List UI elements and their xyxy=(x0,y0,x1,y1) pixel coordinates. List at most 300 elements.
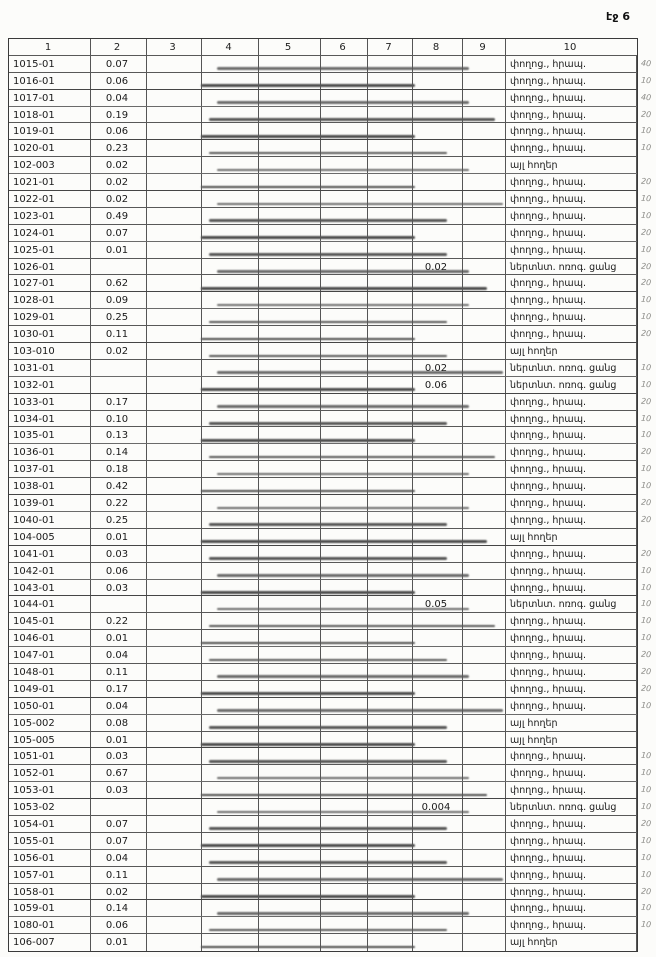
cell-empty xyxy=(463,495,506,511)
cell-empty xyxy=(147,596,202,612)
cell-empty xyxy=(368,613,413,629)
cell-empty xyxy=(147,647,202,663)
cell-irrigation-area: 0.02 xyxy=(413,360,463,376)
cell-empty xyxy=(321,208,368,224)
cell-empty xyxy=(463,867,506,883)
margin-pencil-mark: 20 xyxy=(640,328,652,339)
cell-empty xyxy=(147,884,202,900)
margin-pencil-mark: 10 xyxy=(640,193,652,204)
cell-empty xyxy=(368,292,413,308)
cell-empty xyxy=(259,512,321,528)
cell-parcel-code: 1041-01 xyxy=(9,546,91,562)
cell-area-value: 0.06 xyxy=(91,917,147,933)
cell-empty xyxy=(202,698,259,714)
table-row xyxy=(9,900,652,917)
cell-parcel-code: 1043-01 xyxy=(9,580,91,596)
cell-empty xyxy=(259,292,321,308)
table-row xyxy=(9,309,652,326)
cell-area-value: 0.25 xyxy=(91,309,147,325)
margin-pencil-mark: 20 xyxy=(640,109,652,119)
margin-pencil-mark: 20 xyxy=(640,278,652,288)
cell-empty xyxy=(368,157,413,173)
cell-empty xyxy=(368,799,413,815)
header-cell: 4 xyxy=(202,39,259,55)
cell-empty xyxy=(202,191,259,207)
cell-empty xyxy=(463,698,506,714)
cell-empty xyxy=(202,867,259,883)
cell-empty xyxy=(463,799,506,815)
cell-empty xyxy=(368,917,413,933)
cell-parcel-code: 1054-01 xyxy=(9,816,91,832)
cell-empty xyxy=(463,816,506,832)
cell-empty xyxy=(321,647,368,663)
cell-empty xyxy=(202,90,259,106)
cell-land-type: փողոց., հրապ. xyxy=(506,495,637,511)
cell-empty xyxy=(259,529,321,545)
margin-pencil-mark: 10 xyxy=(640,801,652,812)
cell-land-type: այլ հողեր xyxy=(506,343,637,359)
cell-empty xyxy=(463,461,506,477)
cell-land-type: փողոց., հրապ. xyxy=(506,546,637,562)
cell-empty xyxy=(463,748,506,764)
cell-area-value xyxy=(91,596,147,612)
cell-empty xyxy=(368,343,413,359)
cell-empty xyxy=(202,56,259,72)
table-row xyxy=(9,56,652,73)
cell-area-value: 0.07 xyxy=(91,833,147,849)
cell-empty xyxy=(463,174,506,190)
header-cell: 3 xyxy=(147,39,202,55)
cell-empty xyxy=(321,292,368,308)
cell-empty xyxy=(463,529,506,545)
table-row xyxy=(9,275,652,292)
margin-pencil-mark: 20 xyxy=(640,227,652,238)
cell-irrigation-area xyxy=(413,833,463,849)
cell-empty xyxy=(202,630,259,646)
cell-empty xyxy=(321,850,368,866)
cell-area-value: 0.25 xyxy=(91,512,147,528)
cell-empty xyxy=(368,478,413,494)
cell-irrigation-area xyxy=(413,309,463,325)
cell-empty xyxy=(321,275,368,291)
cell-land-type: փողոց., հրապ. xyxy=(506,917,637,933)
cell-area-value: 0.07 xyxy=(91,816,147,832)
cell-empty xyxy=(463,681,506,697)
margin-pencil-mark: 10 xyxy=(640,480,652,491)
margin-pencil-mark: 10 xyxy=(640,413,652,423)
cell-empty xyxy=(321,107,368,123)
cell-empty xyxy=(259,546,321,562)
cell-irrigation-area xyxy=(413,157,463,173)
cell-empty xyxy=(202,647,259,663)
cell-area-value: 0.02 xyxy=(91,343,147,359)
cell-empty xyxy=(259,850,321,866)
cell-empty xyxy=(368,529,413,545)
cell-empty xyxy=(463,732,506,748)
cell-empty xyxy=(202,326,259,342)
cell-empty xyxy=(321,225,368,241)
cell-area-value: 0.17 xyxy=(91,681,147,697)
cell-empty xyxy=(321,917,368,933)
cell-empty xyxy=(321,411,368,427)
header-cell: 8 xyxy=(413,39,463,55)
cell-parcel-code: 1024-01 xyxy=(9,225,91,241)
cell-empty xyxy=(259,73,321,89)
cell-empty xyxy=(463,140,506,156)
cell-empty xyxy=(368,900,413,916)
cell-parcel-code: 1057-01 xyxy=(9,867,91,883)
cell-empty xyxy=(202,934,259,951)
margin-pencil-mark: 10 xyxy=(640,210,652,221)
table-row xyxy=(9,107,652,124)
table-row xyxy=(9,664,652,681)
cell-empty xyxy=(321,360,368,376)
cell-irrigation-area xyxy=(413,191,463,207)
cell-empty xyxy=(147,478,202,494)
cell-area-value: 0.67 xyxy=(91,765,147,781)
cell-empty xyxy=(202,563,259,579)
cell-empty xyxy=(259,225,321,241)
cell-area-value: 0.14 xyxy=(91,900,147,916)
table-row xyxy=(9,732,637,749)
cell-land-type: փողոց., հրապ. xyxy=(506,884,637,900)
cell-empty xyxy=(463,884,506,900)
cell-empty xyxy=(463,782,506,798)
cell-empty xyxy=(259,242,321,258)
cell-land-type: փողոց., հրապ. xyxy=(506,698,637,714)
table-row xyxy=(9,681,652,698)
cell-empty xyxy=(368,715,413,731)
cell-empty xyxy=(147,360,202,376)
cell-empty xyxy=(202,208,259,224)
cell-empty xyxy=(147,461,202,477)
cell-parcel-code: 1030-01 xyxy=(9,326,91,342)
cell-parcel-code: 1039-01 xyxy=(9,495,91,511)
cell-empty xyxy=(202,613,259,629)
cell-empty xyxy=(463,563,506,579)
margin-pencil-mark: 10 xyxy=(640,903,652,913)
cell-empty xyxy=(463,242,506,258)
cell-parcel-code: 1080-01 xyxy=(9,917,91,933)
cell-area-value: 0.02 xyxy=(91,157,147,173)
cell-empty xyxy=(368,833,413,849)
cell-empty xyxy=(463,377,506,393)
cell-empty xyxy=(202,884,259,900)
cell-empty xyxy=(368,275,413,291)
cell-empty xyxy=(321,748,368,764)
cell-parcel-code: 1019-01 xyxy=(9,123,91,139)
table-row xyxy=(9,850,652,867)
cell-empty xyxy=(321,377,368,393)
cell-area-value: 0.42 xyxy=(91,478,147,494)
cell-land-type: փողոց., հրապ. xyxy=(506,292,637,308)
cell-area-value: 0.04 xyxy=(91,698,147,714)
cell-empty xyxy=(463,90,506,106)
table-row xyxy=(9,326,652,343)
cell-empty xyxy=(463,900,506,916)
cell-land-type: փողոց., հրապ. xyxy=(506,394,637,410)
cell-empty xyxy=(147,900,202,916)
cell-area-value xyxy=(91,799,147,815)
margin-pencil-mark: 10 xyxy=(640,700,652,711)
cell-empty xyxy=(463,191,506,207)
cell-irrigation-area xyxy=(413,664,463,680)
cell-empty xyxy=(463,580,506,596)
table-row xyxy=(9,529,637,546)
cell-land-type: ներտնտ. ոռոգ. ցանց xyxy=(506,259,637,275)
cell-empty xyxy=(259,698,321,714)
margin-pencil-mark: 20 xyxy=(640,497,652,508)
cell-irrigation-area xyxy=(413,90,463,106)
table-row xyxy=(9,292,652,309)
cell-irrigation-area xyxy=(413,225,463,241)
cell-area-value: 0.03 xyxy=(91,748,147,764)
cell-empty xyxy=(202,799,259,815)
table-row xyxy=(9,917,652,934)
table-row xyxy=(9,495,652,512)
cell-empty xyxy=(147,934,202,951)
table-row xyxy=(9,140,652,157)
margin-pencil-mark: 40 xyxy=(640,92,652,103)
cell-parcel-code: 1055-01 xyxy=(9,833,91,849)
cell-empty xyxy=(259,427,321,443)
margin-pencil-mark: 20 xyxy=(640,261,652,271)
cell-area-value: 0.03 xyxy=(91,580,147,596)
margin-pencil-mark: 10 xyxy=(640,919,652,930)
cell-empty xyxy=(202,242,259,258)
cell-empty xyxy=(368,884,413,900)
cell-empty xyxy=(368,73,413,89)
cell-empty xyxy=(463,917,506,933)
cell-empty xyxy=(321,715,368,731)
cell-parcel-code: 1032-01 xyxy=(9,377,91,393)
cell-irrigation-area xyxy=(413,411,463,427)
table-row xyxy=(9,715,637,732)
cell-parcel-code: 1044-01 xyxy=(9,596,91,612)
cell-area-value: 0.04 xyxy=(91,850,147,866)
cell-empty xyxy=(147,427,202,443)
cell-empty xyxy=(368,242,413,258)
margin-pencil-mark: 10 xyxy=(640,362,652,373)
cell-area-value xyxy=(91,259,147,275)
cell-land-type: փողոց., հրապ. xyxy=(506,140,637,156)
cell-empty xyxy=(202,900,259,916)
cell-empty xyxy=(202,309,259,325)
cell-empty xyxy=(321,326,368,342)
cell-parcel-code: 1015-01 xyxy=(9,56,91,72)
cell-empty xyxy=(321,309,368,325)
cell-parcel-code: 1018-01 xyxy=(9,107,91,123)
cell-empty xyxy=(147,107,202,123)
header-cell: 10 xyxy=(563,42,577,53)
table-row xyxy=(9,833,652,850)
cell-empty xyxy=(147,495,202,511)
cell-parcel-code: 104-005 xyxy=(9,529,91,545)
cell-empty xyxy=(202,715,259,731)
cell-area-value: 0.62 xyxy=(91,275,147,291)
table-row xyxy=(9,123,652,140)
margin-pencil-mark: 10 xyxy=(640,565,652,575)
cell-empty xyxy=(368,461,413,477)
cell-empty xyxy=(321,867,368,883)
cell-empty xyxy=(147,157,202,173)
cell-empty xyxy=(147,343,202,359)
cell-land-type: փողոց., հրապ. xyxy=(506,73,637,89)
cell-empty xyxy=(321,394,368,410)
cell-parcel-code: 1058-01 xyxy=(9,884,91,900)
table-row xyxy=(9,782,652,799)
cell-empty xyxy=(368,867,413,883)
cell-empty xyxy=(463,934,506,951)
cell-empty xyxy=(321,174,368,190)
cell-empty xyxy=(147,580,202,596)
cell-empty xyxy=(368,174,413,190)
cell-empty xyxy=(321,900,368,916)
cell-empty xyxy=(321,157,368,173)
cell-parcel-code: 1040-01 xyxy=(9,512,91,528)
margin-pencil-mark: 10 xyxy=(640,869,652,879)
cell-area-value: 0.04 xyxy=(91,647,147,663)
cell-empty xyxy=(463,546,506,562)
cell-parcel-code: 102-003 xyxy=(9,157,91,173)
cell-empty xyxy=(202,73,259,89)
cell-area-value: 0.07 xyxy=(91,56,147,72)
cell-empty xyxy=(368,546,413,562)
cell-empty xyxy=(368,664,413,680)
cell-empty xyxy=(321,123,368,139)
cell-empty xyxy=(321,782,368,798)
cell-empty xyxy=(259,613,321,629)
cell-empty xyxy=(259,563,321,579)
cell-parcel-code: 105-005 xyxy=(9,732,91,748)
cell-empty xyxy=(321,478,368,494)
table-row xyxy=(9,411,652,428)
cell-irrigation-area xyxy=(413,343,463,359)
margin-pencil-mark: 10 xyxy=(640,582,652,592)
cell-empty xyxy=(321,191,368,207)
cell-area-value: 0.03 xyxy=(91,782,147,798)
cell-empty xyxy=(463,360,506,376)
cell-empty xyxy=(321,833,368,849)
cell-irrigation-area xyxy=(413,512,463,528)
cell-irrigation-area xyxy=(413,208,463,224)
cell-parcel-code: 1036-01 xyxy=(9,444,91,460)
table-row xyxy=(9,259,652,276)
cell-area-value xyxy=(91,360,147,376)
cell-land-type: այլ հողեր xyxy=(506,157,637,173)
cell-empty xyxy=(259,580,321,596)
cell-empty xyxy=(321,495,368,511)
cell-empty xyxy=(321,259,368,275)
cell-area-value: 0.22 xyxy=(91,613,147,629)
margin-pencil-mark: 20 xyxy=(640,649,652,660)
table-row xyxy=(9,867,652,884)
cell-empty xyxy=(259,630,321,646)
cell-irrigation-area xyxy=(413,934,463,951)
cell-parcel-code: 1025-01 xyxy=(9,242,91,258)
cell-empty xyxy=(259,664,321,680)
cell-empty xyxy=(259,56,321,72)
cell-empty xyxy=(463,444,506,460)
cell-land-type: փողոց., հրապ. xyxy=(506,123,637,139)
cell-parcel-code: 1045-01 xyxy=(9,613,91,629)
cell-empty xyxy=(147,748,202,764)
cell-empty xyxy=(147,242,202,258)
cell-empty xyxy=(259,934,321,951)
header-cell: 7 xyxy=(368,39,413,55)
cell-empty xyxy=(147,715,202,731)
cell-parcel-code: 1053-02 xyxy=(9,799,91,815)
cell-irrigation-area xyxy=(413,394,463,410)
margin-pencil-mark: 10 xyxy=(640,379,652,390)
cell-land-type: փողոց., հրապ. xyxy=(506,90,637,106)
cell-empty xyxy=(463,123,506,139)
margin-pencil-mark: 10 xyxy=(640,751,652,761)
cell-parcel-code: 1042-01 xyxy=(9,563,91,579)
cell-parcel-code: 1034-01 xyxy=(9,411,91,427)
cell-parcel-code: 1047-01 xyxy=(9,647,91,663)
cell-empty xyxy=(368,782,413,798)
cell-empty xyxy=(147,917,202,933)
cell-parcel-code: 1050-01 xyxy=(9,698,91,714)
cell-empty xyxy=(202,444,259,460)
cell-land-type: փողոց., հրապ. xyxy=(506,208,637,224)
table-row xyxy=(9,478,652,495)
cell-parcel-code: 1051-01 xyxy=(9,748,91,764)
cell-land-type: փողոց., հրապ. xyxy=(506,563,637,579)
cell-empty xyxy=(202,411,259,427)
cell-land-type: փողոց., հրապ. xyxy=(506,512,637,528)
cell-empty xyxy=(202,275,259,291)
cell-empty xyxy=(321,90,368,106)
cell-empty xyxy=(463,56,506,72)
cell-empty xyxy=(259,900,321,916)
cell-area-value: 0.23 xyxy=(91,140,147,156)
margin-pencil-mark: 10 xyxy=(640,295,652,305)
cell-empty xyxy=(202,512,259,528)
cell-irrigation-area xyxy=(413,647,463,663)
table-row xyxy=(9,613,652,630)
cell-empty xyxy=(202,748,259,764)
cell-parcel-code: 1026-01 xyxy=(9,259,91,275)
cell-empty xyxy=(368,698,413,714)
page-number-label: էջ 6 xyxy=(606,10,630,23)
cell-area-value: 0.02 xyxy=(91,174,147,190)
cell-parcel-code: 1046-01 xyxy=(9,630,91,646)
cell-empty xyxy=(147,140,202,156)
cell-irrigation-area xyxy=(413,765,463,781)
cell-land-type: փողոց., հրապ. xyxy=(506,782,637,798)
cell-empty xyxy=(202,377,259,393)
cell-land-type: այլ հողեր xyxy=(506,529,637,545)
cell-empty xyxy=(368,140,413,156)
cell-land-type: փողոց., հրապ. xyxy=(506,765,637,781)
cell-land-type: փողոց., հրապ. xyxy=(506,275,637,291)
cell-irrigation-area xyxy=(413,698,463,714)
cell-empty xyxy=(368,596,413,612)
cell-empty xyxy=(202,174,259,190)
cell-empty xyxy=(368,934,413,951)
cell-parcel-code: 1059-01 xyxy=(9,900,91,916)
cell-empty xyxy=(321,630,368,646)
cell-area-value: 0.06 xyxy=(91,123,147,139)
cell-area-value: 0.02 xyxy=(91,884,147,900)
cell-irrigation-area: 0.06 xyxy=(413,377,463,393)
cell-irrigation-area xyxy=(413,73,463,89)
cell-irrigation-area xyxy=(413,732,463,748)
cell-irrigation-area xyxy=(413,444,463,460)
table-row xyxy=(9,360,652,377)
